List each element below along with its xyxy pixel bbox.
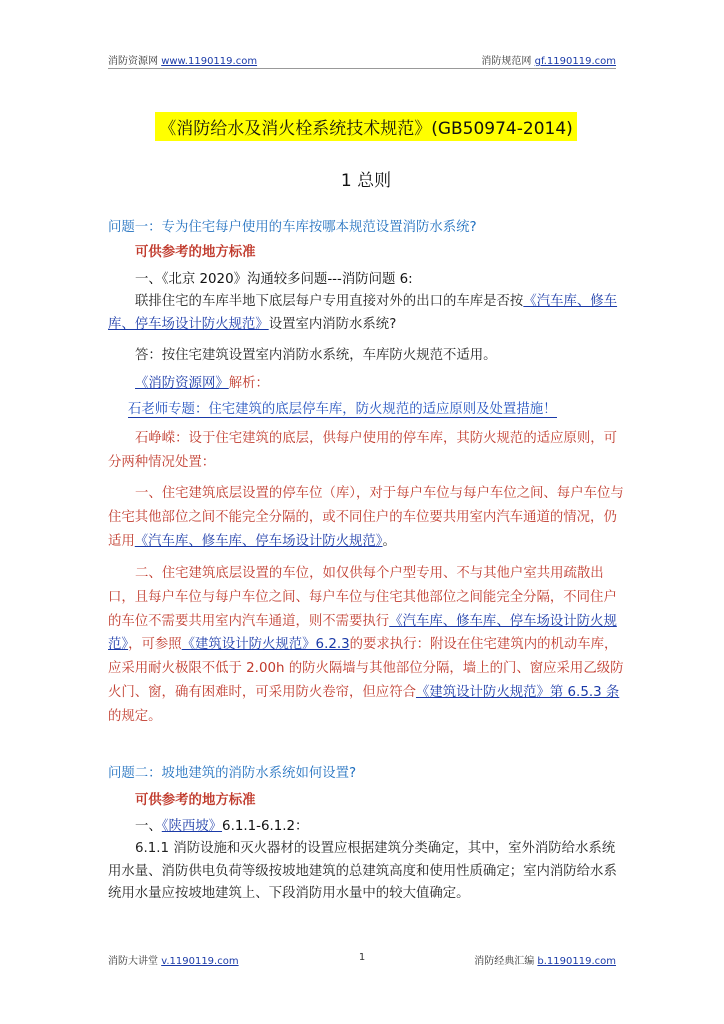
case-2-text-c: 的要求执行：附设在住宅建筑内的机动车库，应采用耐火极限不低于 2.00h 的防火隔墙与其他部位分隔，墙上的门、窗应采用乙级防火门、窗，确有困难时，可采用防火卷帘，但应符合: [108, 637, 624, 700]
footer-left-label: 消防大讲堂: [108, 956, 158, 967]
question-1-item: 一、《北京 2020》沟通较多问题---消防问题 6:: [135, 272, 413, 287]
case-2-text-a: 二、住宅建筑底层设置的车位，如仅供每个户型专用、不与其他户室共用疏散出口，且每户车位与每户车位之间、每户车位与住宅其他部位之间能完全分隔，不同住户的车位不需要共用室内汽车通道，则不需要执行: [108, 566, 617, 629]
case-2-building-code-link[interactable]: 《建筑设计防火规范》6.2.3: [181, 637, 350, 653]
case-1-end: 。: [382, 533, 396, 549]
header-left: [108, 52, 257, 67]
question-2: 问题二：坡地建筑的消防水系统如何设置?: [108, 766, 357, 781]
case-2-building-code-article-link[interactable]: 《建筑设计防火规范》第 6.5.3 条: [415, 684, 620, 700]
title-wrap: [108, 112, 624, 141]
chapter-heading: 1 总则: [340, 171, 392, 191]
footer-right: [474, 952, 616, 967]
page-number: 1: [358, 952, 366, 963]
q1-para-text-a: 联排住宅的车库半地下底层每户专用直接对外的出口的车库是否按: [135, 294, 524, 309]
case-2-text-d: 的规定。: [108, 708, 162, 724]
document-title: 《消防给水及消火栓系统技术规范》(GB50974-2014): [155, 112, 577, 141]
page-header: [108, 50, 616, 69]
header-right: [481, 52, 616, 67]
q1-garage-code-link[interactable]: 《汽车库、修车库、停车场设计防火规范》: [108, 294, 618, 332]
footer-right-link[interactable]: b.1190119.com: [537, 956, 616, 967]
question-1-paragraph: [108, 291, 624, 336]
question-1-subheading: 可供参考的地方标准: [135, 245, 256, 260]
question-2-paragraph: 6.1.1 消防设施和灭火器材的设置应根据建筑分类确定，其中，室外消防给水系统用水量、消防供电负荷等级按坡地建筑的总建筑高度和使用性质确定；室内消防给水系统用水量应按坡地建筑上、下段消防用水量中的较大值确定。: [108, 841, 617, 901]
q2-item-suffix: 6.1.1-6.1.2：: [222, 819, 309, 834]
footer-right-label: 消防经典汇编: [474, 956, 535, 967]
case-1-text: 一、住宅建筑底层设置的停车位（库），对于每户车位与每户车位之间、每户车位与住宅其他部位之间不能完全分隔的，或不同住户的车位要共用室内汽车通道的情况，仍适用: [108, 486, 624, 549]
teacher-topic: [128, 399, 624, 422]
header-right-link[interactable]: gf.1190119.com: [534, 56, 616, 67]
q1-para-text-b: 设置室内消防水系统?: [268, 316, 397, 332]
case-2-garage-code-link[interactable]: 《汽车库、修车库、停车场设计防火规范》: [108, 613, 617, 653]
shi-intro: 石峥嵘：设于住宅建筑的底层，供每户使用的停车库，其防火规范的适应原则，可分两种情况处置：: [108, 431, 618, 470]
teacher-topic-text: 石老师专题：住宅建筑的底层停车库，防火规范的适应原则及处置措施！: [128, 402, 557, 417]
header-left-link[interactable]: www.1190119.com: [161, 56, 258, 67]
header-right-label: 消防规范网: [481, 56, 532, 67]
q2-shaanxi-link[interactable]: 《陕西坡》: [161, 819, 223, 834]
case-1-code-link[interactable]: 《汽车库、修车库、停车场设计防火规范》: [134, 533, 383, 549]
footer-left-link[interactable]: v.1190119.com: [161, 956, 239, 967]
analysis-line: [135, 373, 624, 396]
question-1-answer: 答：按住宅建筑设置室内消防水系统，车库防火规范不适用。: [135, 348, 497, 363]
header-left-label: 消防资源网: [108, 56, 158, 67]
page-footer: [108, 950, 616, 966]
case-1: [108, 482, 624, 553]
question-2-subheading: 可供参考的地方标准: [135, 793, 256, 808]
case-2-text-b: ，可参照: [128, 637, 182, 653]
question-2-item: [135, 815, 308, 834]
analysis-site-link[interactable]: 《消防资源网》: [135, 376, 229, 391]
q2-item-prefix: 一、: [135, 819, 162, 834]
case-2: [108, 562, 624, 729]
analysis-label: 解析：: [228, 376, 269, 391]
question-1: 问题一：专为住宅每户使用的车库按哪本规范设置消防水系统?: [108, 220, 477, 235]
